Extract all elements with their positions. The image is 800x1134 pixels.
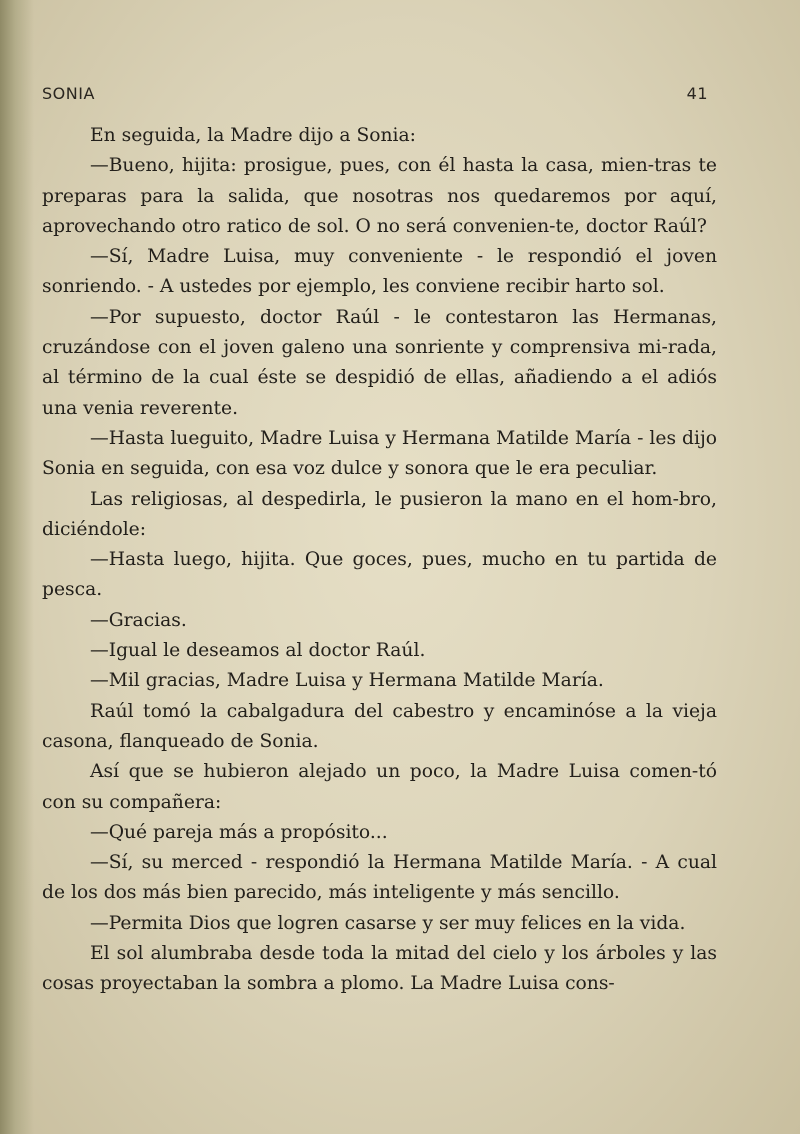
paragraph: Así que se hubieron alejado un poco, la Madre Luisa comen-tó con su compañera: [42, 761, 717, 813]
running-head: SONIA [42, 84, 95, 103]
paragraph: —Gracias. [90, 609, 187, 631]
paragraph: —Qué pareja más a propósito... [90, 821, 388, 843]
paragraph: Las religiosas, al despedirla, le pusieron la mano en el hom-bro, diciéndole: [42, 488, 717, 540]
paragraph: —Permita Dios que logren casarse y ser muy felices en la vida. [90, 912, 686, 934]
page-binding-shadow [0, 0, 34, 1134]
paragraph: —Sí, Madre Luisa, muy conveniente - le respondió el joven sonriendo. - A ustedes por ejemplo, les conviene recibir harto sol. [42, 246, 717, 298]
paragraph: —Sí, su merced - respondió la Hermana Matilde María. - A cual de los dos más bien parecido, más inteligente y más sencillo. [42, 852, 717, 904]
body-text [42, 121, 717, 1000]
paragraph: —Bueno, hijita: prosigue, pues, con él hasta la casa, mien-tras te preparas para la salida, que nosotras nos quedaremos por aquí, aprovechando otro ratico de sol. O no será convenien-te, doctor Raúl? [42, 155, 717, 237]
paragraph: —Mil gracias, Madre Luisa y Hermana Matilde María. [90, 670, 604, 692]
paragraph: —Hasta lueguito, Madre Luisa y Hermana Matilde María - les dijo Sonia en seguida, con esa voz dulce y sonora que le era peculiar. [42, 427, 717, 480]
paragraph: —Hasta luego, hijita. Que goces, pues, mucho en tu partida de pesca. [42, 549, 717, 601]
paragraph: Raúl tomó la cabalgadura del cabestro y encaminóse a la vieja casona, flanqueado de Sonia. [42, 700, 717, 752]
page-number: 41 [686, 84, 708, 103]
paragraph: El sol alumbraba desde toda la mitad del cielo y los árboles y las cosas proyectaban la sombra a plomo. La Madre Luisa cons- [42, 943, 717, 995]
paragraph: —Igual le deseamos al doctor Raúl. [90, 640, 426, 662]
paragraph: —Por supuesto, doctor Raúl - le contestaron las Hermanas, cruzándose con el joven galeno una sonriente y comprensiva mi-rada, al término de la cual éste se despidió de ellas, añadiendo a el adiós una venia reverente. [42, 306, 717, 419]
paragraph: En seguida, la Madre dijo a Sonia: [90, 125, 416, 146]
page-header [42, 84, 708, 108]
